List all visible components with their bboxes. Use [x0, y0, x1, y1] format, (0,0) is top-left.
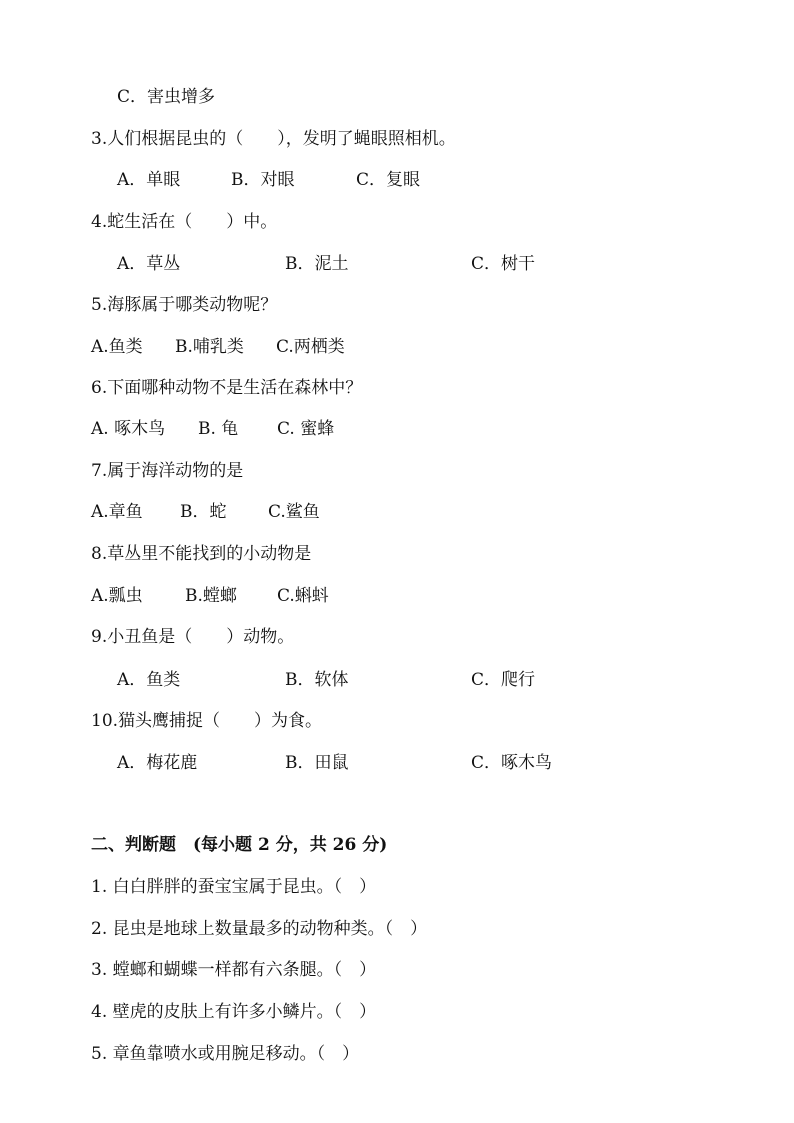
option-text: C．害虫增多	[117, 87, 216, 107]
q6-option-b: B. 龟	[198, 419, 239, 439]
judge-item-2: 2. 昆虫是地球上数量最多的动物种类。（ ）	[91, 919, 428, 939]
q6-option-a: A. 啄木鸟	[91, 419, 166, 439]
q5-option-b: B.哺乳类	[175, 337, 244, 357]
q4-option-b: B．泥土	[285, 254, 349, 274]
q2-option-c	[117, 84, 215, 110]
q5-option-c: C.两栖类	[276, 337, 345, 357]
q10-option-a: A．梅花鹿	[117, 753, 198, 773]
q7-option-a: A.章鱼	[91, 502, 143, 522]
q10-option-c: C．啄木鸟	[471, 753, 553, 773]
judge-item-1: 1. 白白胖胖的蚕宝宝属于昆虫。（ ）	[91, 877, 377, 897]
q8-question: 8.草丛里不能找到的小动物是	[91, 544, 312, 564]
q9-option-a: A．鱼类	[117, 670, 181, 690]
q8-option-c: C.蝌蚪	[277, 586, 329, 606]
judge-item-5: 5. 章鱼靠喷水或用腕足移动。（ ）	[91, 1044, 360, 1064]
q3-question: 3.人们根据昆虫的（ ），发明了蝇眼照相机。	[91, 129, 456, 149]
q5-option-a: A.鱼类	[91, 337, 143, 357]
q3-option-a: A．单眼	[117, 170, 181, 190]
q9-question: 9.小丑鱼是（ ）动物。	[91, 627, 295, 647]
q6-option-c: C. 蜜蜂	[277, 419, 335, 439]
q9-option-c: C．爬行	[471, 670, 536, 690]
q3-option-b: B．对眼	[231, 170, 295, 190]
q6-question: 6.下面哪种动物不是生活在森林中？	[91, 378, 363, 398]
q10-option-b: B．田鼠	[285, 753, 349, 773]
q8-option-a: A.瓢虫	[91, 586, 143, 606]
q7-option-b: B．蛇	[180, 502, 227, 522]
section-2-title: 二、判断题 (每小题 2 分，共 26 分)	[91, 835, 388, 855]
q10-question: 10.猫头鹰捕捉（ ）为食。	[91, 711, 323, 731]
q9-option-b: B．软体	[285, 670, 349, 690]
judge-item-4: 4. 壁虎的皮肤上有许多小鳞片。（ ）	[91, 1002, 377, 1022]
q4-option-a: A．草丛	[117, 254, 181, 274]
q8-option-b: B.螳螂	[185, 586, 237, 606]
judge-item-3: 3. 螳螂和蝴蝶一样都有六条腿。（ ）	[91, 960, 377, 980]
q3-option-c: C．复眼	[356, 170, 421, 190]
q7-question: 7.属于海洋动物的是	[91, 461, 244, 481]
q4-question: 4.蛇生活在（ ）中。	[91, 212, 278, 232]
q7-option-c: C.鲨鱼	[268, 502, 320, 522]
q4-option-c: C．树干	[471, 254, 536, 274]
q5-question: 5.海豚属于哪类动物呢？	[91, 295, 278, 315]
